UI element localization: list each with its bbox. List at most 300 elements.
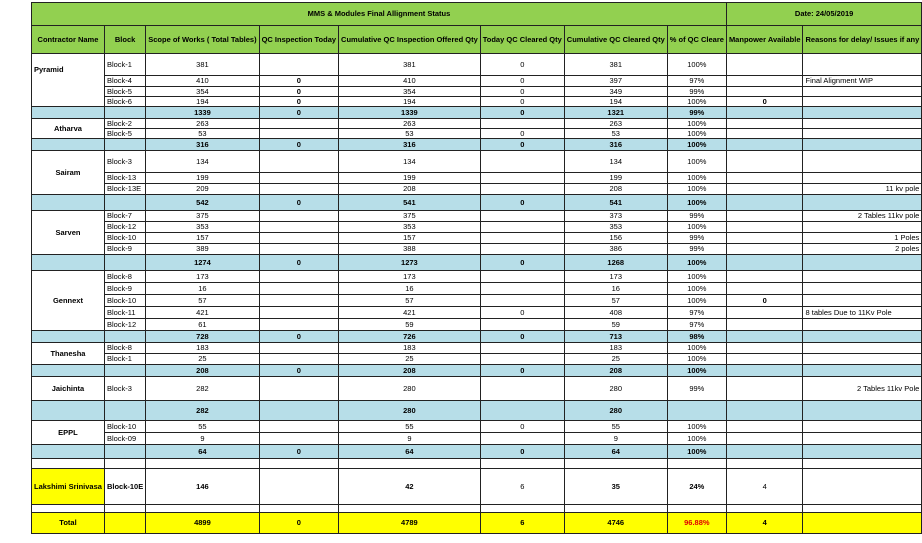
cum-cleared-cell: 35 (564, 469, 667, 505)
subtotal-blank (32, 107, 105, 119)
col-pct-cleared: % of QC Cleare (667, 26, 726, 54)
cum-offered-cell: 208 (339, 184, 481, 195)
cum-offered-cell: 16 (339, 283, 481, 295)
cum-offered-cell: 59 (339, 319, 481, 331)
subtotal-qc-today: 0 (259, 107, 338, 119)
subtotal-row (32, 255, 922, 271)
manpower-cell (726, 211, 803, 222)
scope-cell: 9 (146, 433, 259, 445)
scope-cell: 421 (146, 307, 259, 319)
scope-cell: 282 (146, 377, 259, 401)
pct-cell: 99% (667, 211, 726, 222)
pct-cell: 100% (667, 129, 726, 139)
empty-cell (726, 505, 803, 513)
subtotal-qc-today: 0 (259, 195, 338, 211)
manpower-cell (726, 421, 803, 433)
block-cell: Block-5 (104, 129, 145, 139)
table-row (32, 271, 922, 283)
qc-today-cell: 0 (259, 87, 338, 97)
subtotal-blank (726, 107, 803, 119)
subtotal-cum-cleared: 1321 (564, 107, 667, 119)
subtotal-blank (32, 139, 105, 151)
table-row (32, 433, 922, 445)
block-cell: Block-13E (104, 184, 145, 195)
report-date: Date: 24/05/2019 (726, 3, 921, 26)
manpower-cell (726, 343, 803, 354)
empty-cell (104, 505, 145, 513)
today-cleared-cell: 0 (480, 87, 564, 97)
qc-today-cell (259, 184, 338, 195)
contractor-name: Sairam (32, 151, 105, 195)
today-cleared-cell (480, 151, 564, 173)
qc-today-cell (259, 295, 338, 307)
reason-cell (803, 283, 922, 295)
pct-cell: 100% (667, 343, 726, 354)
total-manpower: 4 (726, 513, 803, 534)
col-manpower: Manpower Available (726, 26, 803, 54)
scope-cell: 157 (146, 233, 259, 244)
empty-cell (32, 505, 105, 513)
empty-cell (259, 505, 338, 513)
manpower-cell (726, 222, 803, 233)
scope-cell: 57 (146, 295, 259, 307)
empty-cell (480, 459, 564, 469)
subtotal-qc-today: 0 (259, 331, 338, 343)
reason-cell (803, 354, 922, 365)
block-cell: Block-9 (104, 244, 145, 255)
today-cleared-cell (480, 222, 564, 233)
cum-cleared-cell: 16 (564, 283, 667, 295)
qc-today-cell (259, 222, 338, 233)
empty-cell (104, 459, 145, 469)
pct-cell: 100% (667, 421, 726, 433)
manpower-cell (726, 354, 803, 365)
today-cleared-cell: 0 (480, 54, 564, 76)
scope-cell: 16 (146, 283, 259, 295)
subtotal-cum-cleared: 541 (564, 195, 667, 211)
table-row (32, 222, 922, 233)
pct-cell: 100% (667, 433, 726, 445)
empty-cell (803, 459, 922, 469)
subtotal-blank (104, 445, 145, 459)
block-cell: Block-12 (104, 319, 145, 331)
subtotal-blank (803, 195, 922, 211)
manpower-cell (726, 151, 803, 173)
empty-cell (726, 459, 803, 469)
today-cleared-cell (480, 283, 564, 295)
pct-cell: 97% (667, 307, 726, 319)
total-row (32, 513, 922, 534)
subtotal-blank (32, 445, 105, 459)
block-cell: Block-10 (104, 295, 145, 307)
col-contractor-name: Contractor Name (32, 26, 105, 54)
cum-offered-cell: 53 (339, 129, 481, 139)
cum-cleared-cell: 173 (564, 271, 667, 283)
cum-offered-cell: 173 (339, 271, 481, 283)
col-scope: Scope of Works ( Total Tables) (146, 26, 259, 54)
total-today-cleared: 6 (480, 513, 564, 534)
subtotal-cum-offered: 280 (339, 401, 481, 421)
reason-cell (803, 87, 922, 97)
reason-cell (803, 421, 922, 433)
manpower-cell (726, 433, 803, 445)
qc-today-cell (259, 283, 338, 295)
table-row (32, 87, 922, 97)
pct-cell: 100% (667, 222, 726, 233)
table-row (32, 421, 922, 433)
manpower-cell (726, 173, 803, 184)
pct-cell: 100% (667, 151, 726, 173)
cum-cleared-cell: 9 (564, 433, 667, 445)
pct-cell: 99% (667, 233, 726, 244)
block-cell: Block-6 (104, 97, 145, 107)
manpower-cell (726, 283, 803, 295)
total-cum-cleared: 4746 (564, 513, 667, 534)
reason-cell: 2 Tables 11kv Pole (803, 377, 922, 401)
subtotal-blank (803, 401, 922, 421)
total-cum-offered: 4789 (339, 513, 481, 534)
table-row (32, 173, 922, 184)
cum-cleared-cell: 373 (564, 211, 667, 222)
table-row (32, 354, 922, 365)
block-cell: Block-1 (104, 54, 145, 76)
empty-cell (480, 505, 564, 513)
manpower-cell (726, 184, 803, 195)
pct-cell: 100% (667, 119, 726, 129)
total-qc-today: 0 (259, 513, 338, 534)
cum-cleared-cell: 280 (564, 377, 667, 401)
subtotal-blank (32, 401, 105, 421)
cum-offered-cell: 354 (339, 87, 481, 97)
lakshimi-row (32, 469, 922, 505)
qc-today-cell (259, 233, 338, 244)
subtotal-blank (104, 107, 145, 119)
reason-cell: 2 poles (803, 244, 922, 255)
reason-cell (803, 173, 922, 184)
cum-offered-cell: 199 (339, 173, 481, 184)
subtotal-blank (32, 331, 105, 343)
subtotal-pct: 99% (667, 107, 726, 119)
subtotal-blank (32, 195, 105, 211)
subtotal-cum-offered: 1339 (339, 107, 481, 119)
subtotal-blank (104, 139, 145, 151)
qc-today-cell (259, 354, 338, 365)
empty-cell (667, 505, 726, 513)
table-row (32, 54, 922, 76)
subtotal-pct: 100% (667, 365, 726, 377)
today-cleared-cell: 0 (480, 421, 564, 433)
today-cleared-cell: 0 (480, 307, 564, 319)
contractor-name: Atharva (32, 119, 105, 139)
reason-cell (803, 433, 922, 445)
cum-cleared-cell: 55 (564, 421, 667, 433)
table-row (32, 76, 922, 87)
block-cell: Block-3 (104, 151, 145, 173)
qc-today-cell (259, 433, 338, 445)
subtotal-scope: 1339 (146, 107, 259, 119)
qc-today-cell (259, 271, 338, 283)
report-title: MMS & Modules Final Allignment Status (32, 3, 727, 26)
reason-cell (803, 319, 922, 331)
subtotal-cum-cleared: 64 (564, 445, 667, 459)
reason-cell (803, 54, 922, 76)
today-cleared-cell (480, 244, 564, 255)
cum-offered-cell: 388 (339, 244, 481, 255)
subtotal-today-cleared (480, 401, 564, 421)
today-cleared-cell (480, 184, 564, 195)
subtotal-row (32, 139, 922, 151)
spacer-row (32, 459, 922, 469)
col-today-cleared: Today QC Cleared Qty (480, 26, 564, 54)
today-cleared-cell (480, 119, 564, 129)
total-label: Total (32, 513, 105, 534)
block-cell: Block-11 (104, 307, 145, 319)
qc-today-cell (259, 307, 338, 319)
subtotal-qc-today: 0 (259, 445, 338, 459)
cum-cleared-cell: 183 (564, 343, 667, 354)
empty-cell (667, 459, 726, 469)
qc-today-cell (259, 129, 338, 139)
pct-cell: 100% (667, 283, 726, 295)
total-block (104, 513, 145, 534)
subtotal-blank (104, 365, 145, 377)
subtotal-today-cleared: 0 (480, 365, 564, 377)
scope-cell: 389 (146, 244, 259, 255)
scope-cell: 194 (146, 97, 259, 107)
subtotal-row (32, 107, 922, 119)
cum-cleared-cell: 386 (564, 244, 667, 255)
today-cleared-cell (480, 433, 564, 445)
subtotal-scope: 282 (146, 401, 259, 421)
scope-cell: 410 (146, 76, 259, 87)
cum-offered-cell: 280 (339, 377, 481, 401)
subtotal-cum-cleared: 208 (564, 365, 667, 377)
block-cell: Block-13 (104, 173, 145, 184)
total-scope: 4899 (146, 513, 259, 534)
today-cleared-cell (480, 295, 564, 307)
scope-cell: 134 (146, 151, 259, 173)
col-cum-cleared: Cumulative QC Cleared Qty (564, 26, 667, 54)
subtotal-blank (726, 195, 803, 211)
cum-cleared-cell: 57 (564, 295, 667, 307)
subtotal-blank (726, 445, 803, 459)
subtotal-today-cleared: 0 (480, 107, 564, 119)
qc-today-cell (259, 469, 338, 505)
subtotal-blank (32, 255, 105, 271)
manpower-cell (726, 87, 803, 97)
qc-today-cell (259, 319, 338, 331)
reason-cell: 11 kv pole (803, 184, 922, 195)
manpower-cell (726, 244, 803, 255)
subtotal-cum-offered: 1273 (339, 255, 481, 271)
cum-offered-cell: 194 (339, 97, 481, 107)
reason-cell (803, 119, 922, 129)
empty-cell (564, 459, 667, 469)
scope-cell: 353 (146, 222, 259, 233)
subtotal-cum-cleared: 713 (564, 331, 667, 343)
table-row (32, 343, 922, 354)
cum-cleared-cell: 381 (564, 54, 667, 76)
cum-cleared-cell: 408 (564, 307, 667, 319)
today-cleared-cell (480, 173, 564, 184)
today-cleared-cell: 0 (480, 76, 564, 87)
block-cell: Block-09 (104, 433, 145, 445)
cum-cleared-cell: 263 (564, 119, 667, 129)
manpower-cell (726, 76, 803, 87)
col-qc-inspection-today: QC Inspection Today (259, 26, 338, 54)
contractor-name: Sarven (32, 211, 105, 255)
pct-cell: 99% (667, 377, 726, 401)
subtotal-cum-offered: 726 (339, 331, 481, 343)
today-cleared-cell (480, 211, 564, 222)
qc-today-cell (259, 343, 338, 354)
subtotal-blank (32, 365, 105, 377)
subtotal-row (32, 365, 922, 377)
total-pct: 96.88% (667, 513, 726, 534)
table-row (32, 119, 922, 129)
table-row (32, 283, 922, 295)
manpower-cell (726, 129, 803, 139)
status-table (31, 2, 922, 534)
cum-offered-cell: 42 (339, 469, 481, 505)
subtotal-scope: 728 (146, 331, 259, 343)
block-cell: Block-2 (104, 119, 145, 129)
reason-cell (803, 151, 922, 173)
table-row (32, 244, 922, 255)
scope-cell: 173 (146, 271, 259, 283)
scope-cell: 146 (146, 469, 259, 505)
today-cleared-cell: 0 (480, 129, 564, 139)
manpower-cell (726, 54, 803, 76)
table-row (32, 377, 922, 401)
today-cleared-cell (480, 233, 564, 244)
subtotal-pct: 100% (667, 195, 726, 211)
contractor-name: Lakshimi Srinivasa (32, 469, 105, 505)
pct-cell: 100% (667, 354, 726, 365)
block-cell: Block-3 (104, 377, 145, 401)
subtotal-qc-today (259, 401, 338, 421)
subtotal-today-cleared: 0 (480, 139, 564, 151)
cum-offered-cell: 421 (339, 307, 481, 319)
subtotal-today-cleared: 0 (480, 331, 564, 343)
subtotal-blank (803, 445, 922, 459)
contractor-name: Jaichinta (32, 377, 105, 401)
cum-offered-cell: 55 (339, 421, 481, 433)
reason-cell (803, 271, 922, 283)
subtotal-blank (803, 331, 922, 343)
subtotal-scope: 542 (146, 195, 259, 211)
reason-cell (803, 469, 922, 505)
scope-cell: 61 (146, 319, 259, 331)
empty-cell (146, 505, 259, 513)
subtotal-cum-cleared: 280 (564, 401, 667, 421)
reason-cell (803, 129, 922, 139)
manpower-cell (726, 271, 803, 283)
cum-cleared-cell: 199 (564, 173, 667, 184)
manpower-cell (726, 307, 803, 319)
subtotal-row (32, 195, 922, 211)
col-block: Block (104, 26, 145, 54)
manpower-cell: 4 (726, 469, 803, 505)
subtotal-blank (726, 139, 803, 151)
subtotal-blank (803, 365, 922, 377)
subtotal-blank (803, 255, 922, 271)
qc-today-cell (259, 54, 338, 76)
manpower-cell: 0 (726, 295, 803, 307)
subtotal-scope: 64 (146, 445, 259, 459)
contractor-name: Thanesha (32, 343, 105, 365)
qc-today-cell: 0 (259, 97, 338, 107)
contractor-name: Gennext (32, 271, 105, 331)
pct-cell: 24% (667, 469, 726, 505)
today-cleared-cell (480, 377, 564, 401)
reason-cell (803, 97, 922, 107)
subtotal-cum-cleared: 316 (564, 139, 667, 151)
table-row (32, 295, 922, 307)
block-cell: Block-10E (104, 469, 145, 505)
subtotal-blank (726, 365, 803, 377)
today-cleared-cell (480, 271, 564, 283)
subtotal-blank (726, 331, 803, 343)
subtotal-today-cleared: 0 (480, 255, 564, 271)
subtotal-cum-offered: 208 (339, 365, 481, 377)
subtotal-today-cleared: 0 (480, 195, 564, 211)
scope-cell: 55 (146, 421, 259, 433)
today-cleared-cell: 6 (480, 469, 564, 505)
subtotal-qc-today: 0 (259, 139, 338, 151)
subtotal-blank (803, 107, 922, 119)
block-cell: Block-10 (104, 233, 145, 244)
reason-cell (803, 295, 922, 307)
scope-cell: 183 (146, 343, 259, 354)
pct-cell: 97% (667, 319, 726, 331)
subtotal-blank (104, 331, 145, 343)
cum-cleared-cell: 156 (564, 233, 667, 244)
subtotal-cum-offered: 316 (339, 139, 481, 151)
cum-offered-cell: 57 (339, 295, 481, 307)
block-cell: Block-4 (104, 76, 145, 87)
subtotal-blank (104, 195, 145, 211)
cum-offered-cell: 25 (339, 354, 481, 365)
scope-cell: 354 (146, 87, 259, 97)
subtotal-scope: 208 (146, 365, 259, 377)
cum-offered-cell: 134 (339, 151, 481, 173)
scope-cell: 263 (146, 119, 259, 129)
subtotal-pct: 100% (667, 139, 726, 151)
reason-cell: Final Alignment WIP (803, 76, 922, 87)
pct-cell: 100% (667, 173, 726, 184)
block-cell: Block-8 (104, 343, 145, 354)
subtotal-blank (104, 401, 145, 421)
block-cell: Block-5 (104, 87, 145, 97)
reason-cell: 8 tables Due to 11Kv Pole (803, 307, 922, 319)
block-cell: Block-8 (104, 271, 145, 283)
qc-today-cell (259, 151, 338, 173)
empty-cell (339, 505, 481, 513)
col-cum-offered: Cumulative QC Inspection Offered Qty (339, 26, 481, 54)
scope-cell: 375 (146, 211, 259, 222)
col-reasons: Reasons for delay/ Issues if any (803, 26, 922, 54)
table-row (32, 319, 922, 331)
manpower-cell (726, 119, 803, 129)
scope-cell: 25 (146, 354, 259, 365)
cum-offered-cell: 410 (339, 76, 481, 87)
subtotal-cum-offered: 541 (339, 195, 481, 211)
qc-today-cell: 0 (259, 76, 338, 87)
empty-cell (32, 459, 105, 469)
table-row (32, 233, 922, 244)
cum-offered-cell: 263 (339, 119, 481, 129)
